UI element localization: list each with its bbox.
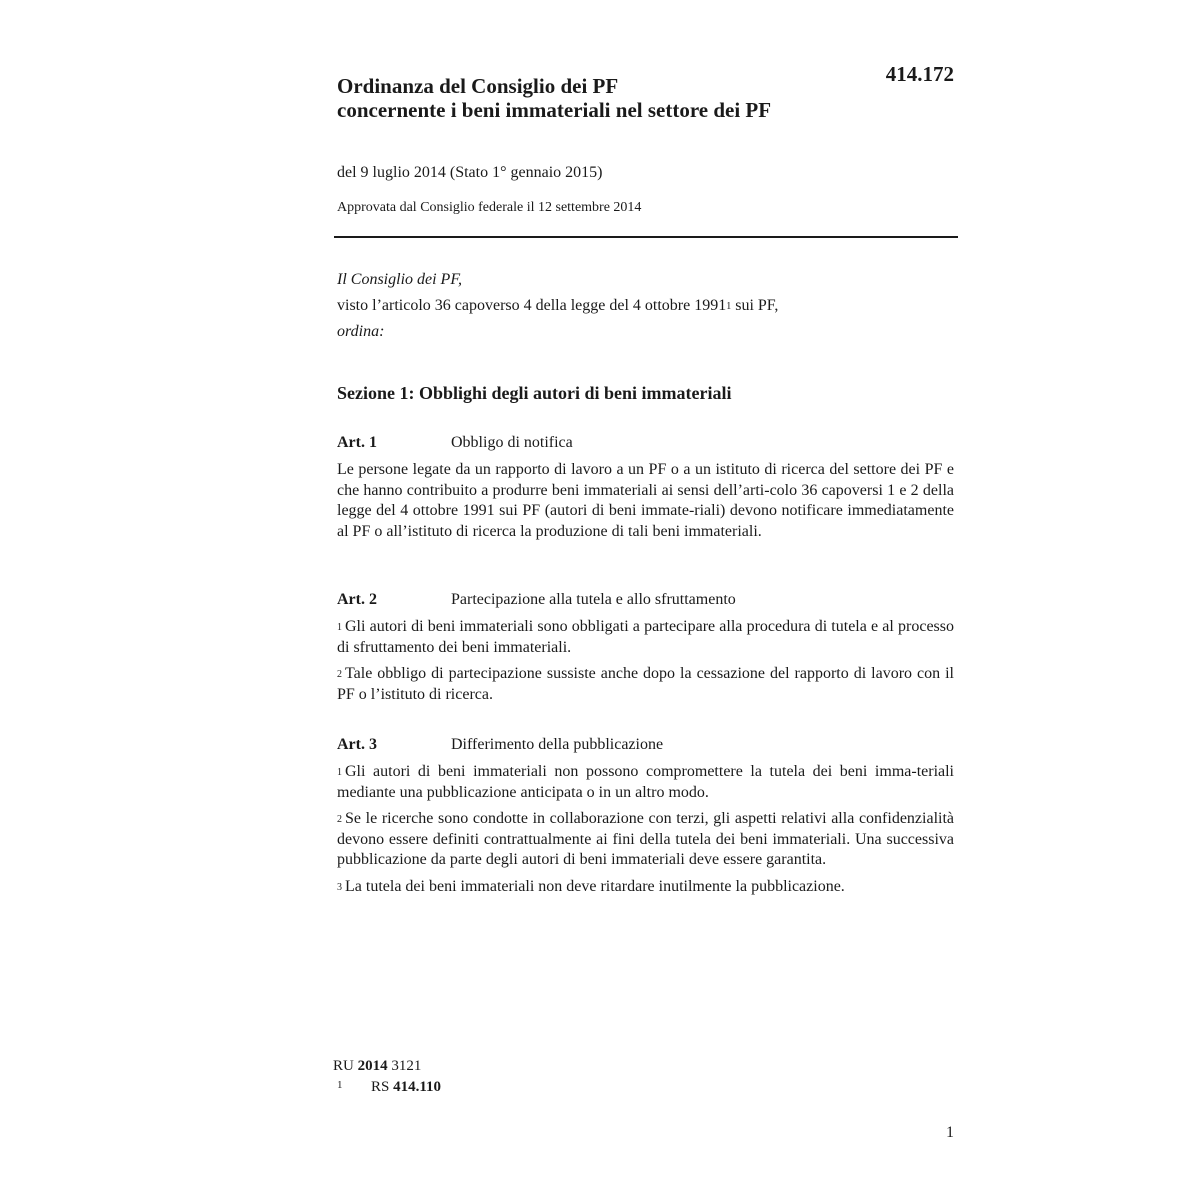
- preamble: [337, 267, 778, 345]
- paragraph-number: 3: [337, 881, 342, 893]
- ru-year: 2014: [357, 1058, 388, 1074]
- footnote-prefix: RS: [371, 1079, 394, 1095]
- ru-page: 3121: [387, 1058, 422, 1074]
- paragraph-text: Tale obbligo di partecipazione sussiste anche dopo la cessazione del rapporto di lavoro con il PF o l’istituto di ricerca.: [337, 665, 954, 703]
- article-2: [337, 589, 954, 711]
- dateline: del 9 luglio 2014 (Stato 1° gennaio 2015): [337, 164, 603, 181]
- paragraph-number: 1: [337, 622, 342, 633]
- footnote-reference[interactable]: 1: [726, 301, 732, 312]
- article-title: Partecipazione alla tutela e allo sfruttamento: [451, 591, 736, 608]
- preamble-order: ordina:: [337, 323, 385, 340]
- legal-basis-text: visto l’articolo 36 capoverso 4 della legge del 4 ottobre 1991: [337, 297, 727, 314]
- section-heading: Sezione 1: Obblighi degli autori di beni immateriali: [337, 383, 732, 403]
- article-number: Art. 2: [337, 591, 377, 608]
- article-header: [337, 589, 954, 611]
- article-3: [337, 734, 954, 903]
- sr-number: 414.172: [885, 62, 954, 86]
- footnote-text: [371, 1079, 441, 1096]
- paragraph-number: 2: [337, 669, 342, 680]
- document-title: [337, 74, 857, 122]
- title-line-1: Ordinanza del Consiglio dei PF: [337, 74, 619, 98]
- article-header: [337, 432, 954, 454]
- publication-reference: [333, 1058, 421, 1075]
- article-paragraph: [337, 664, 954, 705]
- page-number: 1: [946, 1124, 954, 1141]
- header-divider: [334, 236, 958, 238]
- article-paragraph: [337, 762, 954, 803]
- paragraph-text: Gli autori di beni immateriali non possono compromettere la tutela dei beni imma-teriali mediante una pubblicazione anticipata o in un altro modo.: [337, 763, 954, 801]
- article-paragraph: [337, 617, 954, 658]
- paragraph-text: Le persone legate da un rapporto di lavoro a un PF o a un istituto di ricerca del settore dei PF e che hanno contribuito a produrre beni immateriali ai sensi dell’arti-colo 36 capoversi 1 e 2 della legge del 4 ottobre 1991 sui PF (autori di beni immate-riali) devono notificare immediatamente al PF o all’istituto di ricerca la produzione di tali beni immateriali.: [337, 461, 954, 540]
- footnote: [337, 1079, 441, 1096]
- article-number: Art. 3: [337, 736, 377, 753]
- footnote-sr-ref: 414.110: [393, 1079, 442, 1095]
- approval-note: Approvata dal Consiglio federale il 12 settembre 2014: [337, 200, 642, 215]
- article-paragraph: [337, 809, 954, 871]
- article-paragraph: [337, 877, 954, 898]
- article-number: Art. 1: [337, 434, 377, 451]
- paragraph-text: Gli autori di beni immateriali sono obbligati a partecipare alla procedura di tutela e al processo di sfruttamento dei beni immateriali.: [337, 618, 954, 656]
- paragraph-text: Se le ricerche sono condotte in collaborazione con terzi, gli aspetti relativi alla confidenzialità devono essere definiti contrattualmente ai fini della tutela dei beni immateriali. Una successiva pubblicazione da parte degli autori di beni immateriali deve essere garantita.: [337, 810, 954, 868]
- article-header: [337, 734, 954, 756]
- paragraph-number: 2: [337, 814, 342, 825]
- paragraph-text: La tutela dei beni immateriali non deve ritardare inutilmente la pubblicazione.: [345, 877, 845, 895]
- ru-prefix: RU: [333, 1058, 358, 1074]
- preamble-legal-basis: [337, 293, 778, 319]
- title-line-2: concernente i beni immateriali nel settore dei PF: [337, 98, 772, 122]
- article-title: Differimento della pubblicazione: [451, 736, 664, 753]
- article-title: Obbligo di notifica: [451, 434, 573, 451]
- paragraph-number: 1: [337, 767, 342, 778]
- article-paragraph: [337, 460, 954, 542]
- article-1: [337, 432, 954, 548]
- legal-basis-tail: sui PF,: [731, 297, 779, 314]
- preamble-issuer: Il Consiglio dei PF,: [337, 271, 463, 288]
- footnote-number: 1: [337, 1079, 343, 1091]
